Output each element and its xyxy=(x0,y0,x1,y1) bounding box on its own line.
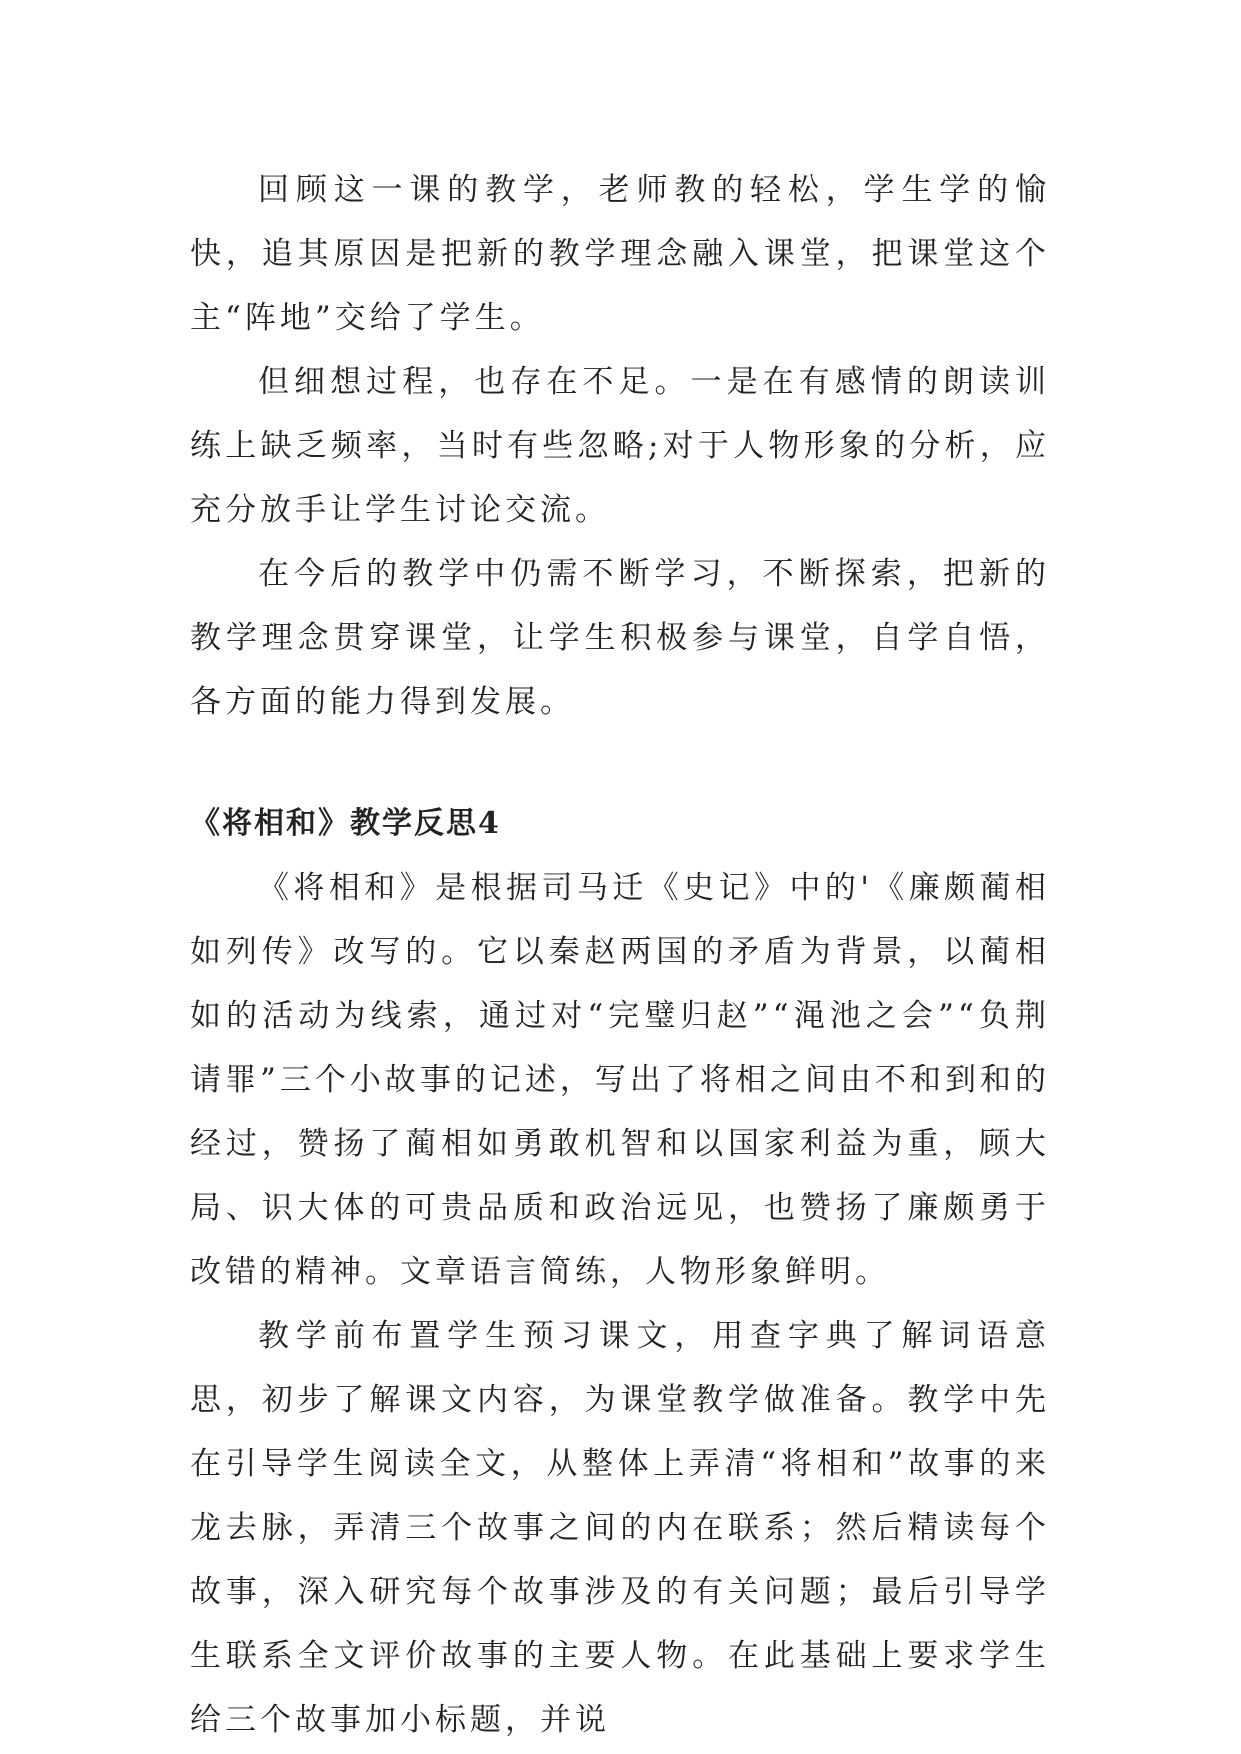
document-body xyxy=(190,158,1050,1752)
reflection-paragraph: 教学前布置学生预习课文，用查字典了解词语意思，初步了解课文内容，为课堂教学做准备。教学中先在引导学生阅读全文，从整体上弄清“将相和”故事的来龙去脉，弄清三个故事之间的内在联系；然后精读每个故事，深入研究每个故事涉及的有关问题；最后引导学生联系全文评价故事的主要人物。在此基础上要求学生给三个故事加小标题，并说 xyxy=(190,1318,1050,1738)
reflection-paragraph: 但细想过程，也存在不足。一是在有感情的朗读训练上缺乏频率，当时有些忽略;对于人物形象的分析，应充分放手让学生讨论交流。 xyxy=(190,364,1050,528)
reflection-paragraph: 在今后的教学中仍需不断学习，不断探索，把新的教学理念贯穿课堂，让学生积极参与课堂，自学自悟，各方面的能力得到发展。 xyxy=(190,556,1050,720)
reflection-paragraph: 回顾这一课的教学，老师教的轻松，学生学的愉快，追其原因是把新的教学理念融入课堂，把课堂这个主“阵地”交给了学生。 xyxy=(190,172,1050,336)
section-heading: 《将相和》教学反思4 xyxy=(190,806,501,841)
reflection-paragraph: 《将相和》是根据司马迁《史记》中的'《廉颇蔺相如列传》改写的。它以秦赵两国的矛盾为背景，以蔺相如的活动为线索，通过对“完璧归赵”“渑池之会”“负荆请罪”三个小故事的记述，写出了将相之间由不和到和的经过，赞扬了蔺相如勇敢机智和以国家利益为重，顾大局、识大体的可贵品质和政治远见，也赞扬了廉颇勇于改错的精神。文章语言简练，人物形象鲜明。 xyxy=(190,870,1050,1290)
